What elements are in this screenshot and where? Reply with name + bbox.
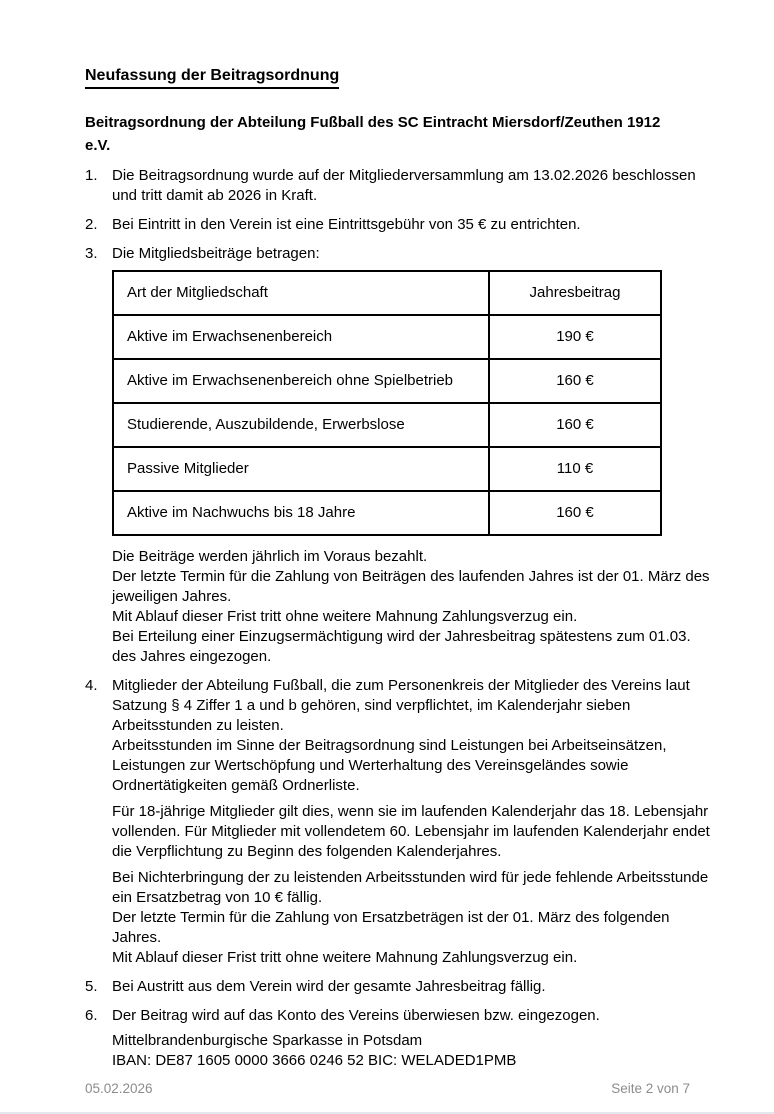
bank-details xyxy=(112,1031,710,1071)
list-item-1 xyxy=(85,166,704,206)
membership-type-cell: Aktive im Erwachsenenbereich xyxy=(113,315,489,359)
membership-type-cell: Aktive im Nachwuchs bis 18 Jahre xyxy=(113,491,489,535)
page-title-text: Neufassung der Beitragsordnung xyxy=(85,66,339,89)
item-4-paragraph-3 xyxy=(112,868,710,968)
list-item-1-number: 1. xyxy=(85,167,98,184)
footer-date: 05.02.2026 xyxy=(85,1081,153,1096)
paragraph-line: Der letzte Termin für die Zahlung von Ersatzbeträgen ist der 01. März des folgenden Jahres. xyxy=(112,909,670,946)
table-row xyxy=(113,491,661,535)
item-4-paragraph-2 xyxy=(112,802,710,862)
numbered-list xyxy=(85,166,710,1071)
bank-name: Mittelbrandenburgische Sparkasse in Potsdam xyxy=(112,1032,423,1049)
membership-type-cell: Aktive im Erwachsenenbereich ohne Spielbetrieb xyxy=(113,359,489,403)
subtitle-line-2: e.V. xyxy=(85,137,111,154)
list-item-2-text: Bei Eintritt in den Verein ist eine Eintrittsgebühr von 35 € zu entrichten. xyxy=(112,216,581,233)
paragraph-line: Mitglieder der Abteilung Fußball, die zum Personenkreis der Mitglieder des Vereins laut Satzung § 4 Ziffer 1 a und b gehören, sind verpflichtet, im Kalenderjahr sieben Arbeitsstunden zu leisten. xyxy=(112,677,690,734)
page-title xyxy=(85,66,704,89)
list-item-2 xyxy=(85,215,704,235)
table-row xyxy=(113,315,661,359)
table-row xyxy=(113,359,661,403)
bank-iban-bic: IBAN: DE87 1605 0000 3666 0246 52 BIC: WELADED1PMB xyxy=(112,1052,517,1069)
annual-fee-cell: 160 € xyxy=(489,359,661,403)
list-item-2-number: 2. xyxy=(85,216,98,233)
list-item-3-text: Die Mitgliedsbeiträge betragen: xyxy=(112,245,320,262)
table-row xyxy=(113,403,661,447)
paragraph-line: Arbeitsstunden im Sinne der Beitragsordnung sind Leistungen bei Arbeitseinsätzen, Leistungen zur Wertschöpfung und Werterhaltung des Vereinsgeländes sowie Ordnertätigkeiten gemäß Ordnerliste. xyxy=(112,737,667,794)
note-line: Die Beiträge werden jährlich im Voraus bezahlt. xyxy=(112,548,428,565)
list-item-1-text: Die Beitragsordnung wurde auf der Mitgliederversammlung am 13.02.2026 beschlossen und tritt damit ab 2026 in Kraft. xyxy=(112,167,696,204)
fees-table-header-type: Art der Mitgliedschaft xyxy=(113,271,489,315)
paragraph-line: Für 18-jährige Mitglieder gilt dies, wenn sie im laufenden Kalenderjahr das 18. Lebensjahr vollenden. Für Mitglieder mit vollendetem 60. Lebensjahr im laufenden Kalenderjahr endet die Verpflichtung zu Beginn des folgenden Kalenderjahres. xyxy=(112,803,710,860)
membership-type-cell: Studierende, Auszubildende, Erwerbslose xyxy=(113,403,489,447)
paragraph-line: Mit Ablauf dieser Frist tritt ohne weitere Mahnung Zahlungsverzug ein. xyxy=(112,949,578,966)
list-item-6-text: Der Beitrag wird auf das Konto des Vereins überwiesen bzw. eingezogen. xyxy=(112,1007,600,1024)
list-item-6 xyxy=(85,1006,704,1071)
membership-type-cell: Passive Mitglieder xyxy=(113,447,489,491)
list-item-3 xyxy=(85,244,710,667)
fees-table-header-fee: Jahresbeitrag xyxy=(489,271,661,315)
list-item-4-number: 4. xyxy=(85,677,98,694)
note-line: Der letzte Termin für die Zahlung von Beiträgen des laufenden Jahres ist der 01. März des jeweiligen Jahres. xyxy=(112,568,710,605)
item-4-paragraph-1 xyxy=(112,676,710,796)
list-item-6-number: 6. xyxy=(85,1007,98,1024)
table-row xyxy=(113,447,661,491)
footer-page-number: Seite 2 von 7 xyxy=(611,1081,690,1096)
item-3-notes xyxy=(112,547,710,667)
list-item-3-number: 3. xyxy=(85,245,98,262)
annual-fee-cell: 160 € xyxy=(489,403,661,447)
fees-table-header-row xyxy=(113,271,661,315)
note-line: Mit Ablauf dieser Frist tritt ohne weitere Mahnung Zahlungsverzug ein. xyxy=(112,608,578,625)
document-subtitle xyxy=(85,111,704,157)
list-item-5-text: Bei Austritt aus dem Verein wird der gesamte Jahresbeitrag fällig. xyxy=(112,978,546,995)
list-item-5 xyxy=(85,977,704,997)
list-item-5-number: 5. xyxy=(85,978,98,995)
note-line: Bei Erteilung einer Einzugsermächtigung wird der Jahresbeitrag spätestens zum 01.03. des Jahres eingezogen. xyxy=(112,628,691,665)
paragraph-line: Bei Nichterbringung der zu leistenden Arbeitsstunden wird für jede fehlende Arbeitsstunde ein Ersatzbetrag von 10 € fällig. xyxy=(112,869,709,906)
annual-fee-cell: 110 € xyxy=(489,447,661,491)
subtitle-line-1: Beitragsordnung der Abteilung Fußball des SC Eintracht Miersdorf/Zeuthen 1912 xyxy=(85,114,661,131)
list-item-4 xyxy=(85,676,710,968)
page-footer xyxy=(85,1081,690,1096)
annual-fee-cell: 190 € xyxy=(489,315,661,359)
fees-table xyxy=(112,270,662,536)
annual-fee-cell: 160 € xyxy=(489,491,661,535)
